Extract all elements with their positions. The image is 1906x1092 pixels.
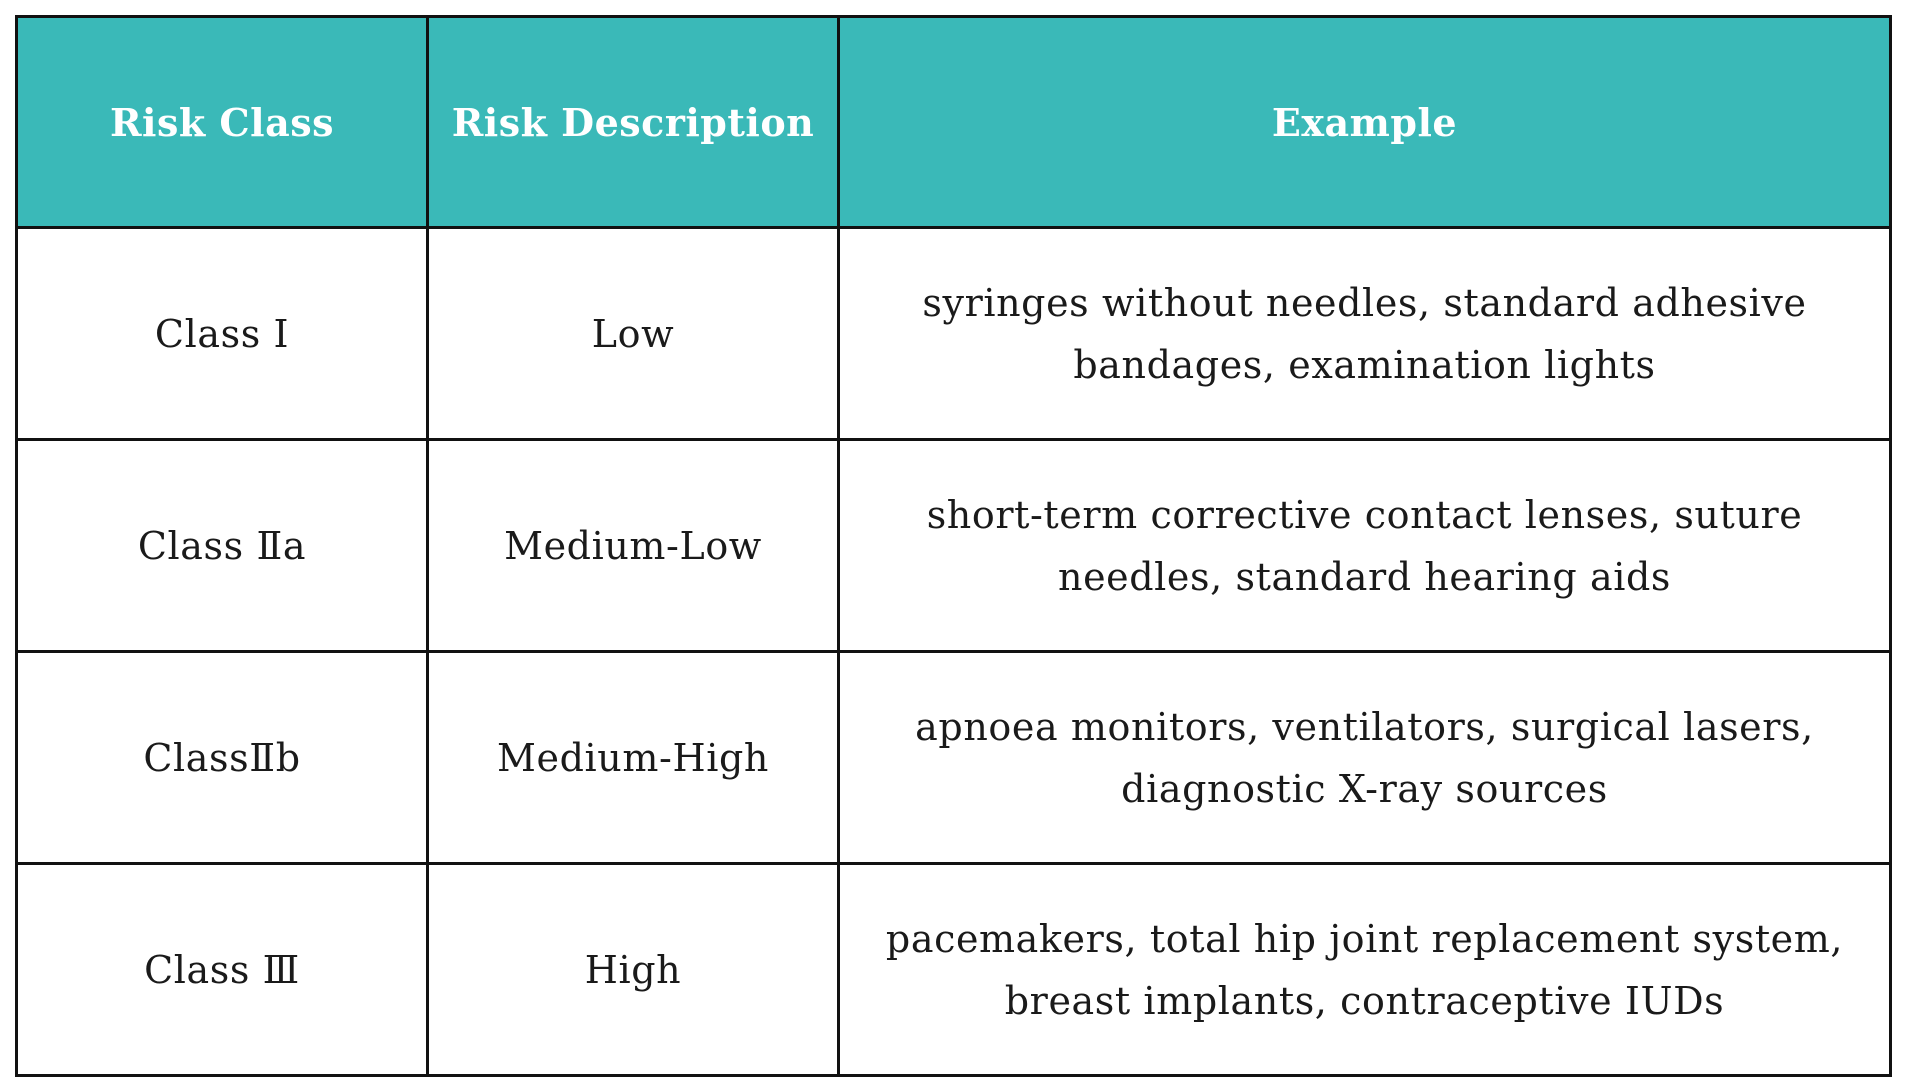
table-header — [17, 17, 1891, 228]
risk-class-cell: Class Ⅰ — [17, 228, 428, 440]
table-row — [17, 440, 1891, 652]
risk-description-cell: Low — [428, 228, 839, 440]
risk-class-cell: Class Ⅲ — [17, 864, 428, 1076]
risk-class-table-container — [15, 15, 1889, 1077]
example-cell: apnoea monitors, ventilators, surgical lasers, diagnostic X-ray sources — [839, 652, 1891, 864]
risk-description-cell: Medium-High — [428, 652, 839, 864]
example-cell: pacemakers, total hip joint replacement system, breast implants, contraceptive IUDs — [839, 864, 1891, 1076]
risk-description-cell: Medium-Low — [428, 440, 839, 652]
header-example: Example — [839, 17, 1891, 228]
header-risk-description: Risk Description — [428, 17, 839, 228]
table-row — [17, 228, 1891, 440]
risk-description-cell: High — [428, 864, 839, 1076]
table-row — [17, 864, 1891, 1076]
header-row — [17, 17, 1891, 228]
example-cell: short-term corrective contact lenses, suture needles, standard hearing aids — [839, 440, 1891, 652]
header-risk-class: Risk Class — [17, 17, 428, 228]
risk-class-cell: Class Ⅱa — [17, 440, 428, 652]
example-cell: syringes without needles, standard adhesive bandages, examination lights — [839, 228, 1891, 440]
table-row — [17, 652, 1891, 864]
risk-class-table — [15, 15, 1892, 1077]
table-body — [17, 228, 1891, 1076]
risk-class-cell: ClassⅡb — [17, 652, 428, 864]
